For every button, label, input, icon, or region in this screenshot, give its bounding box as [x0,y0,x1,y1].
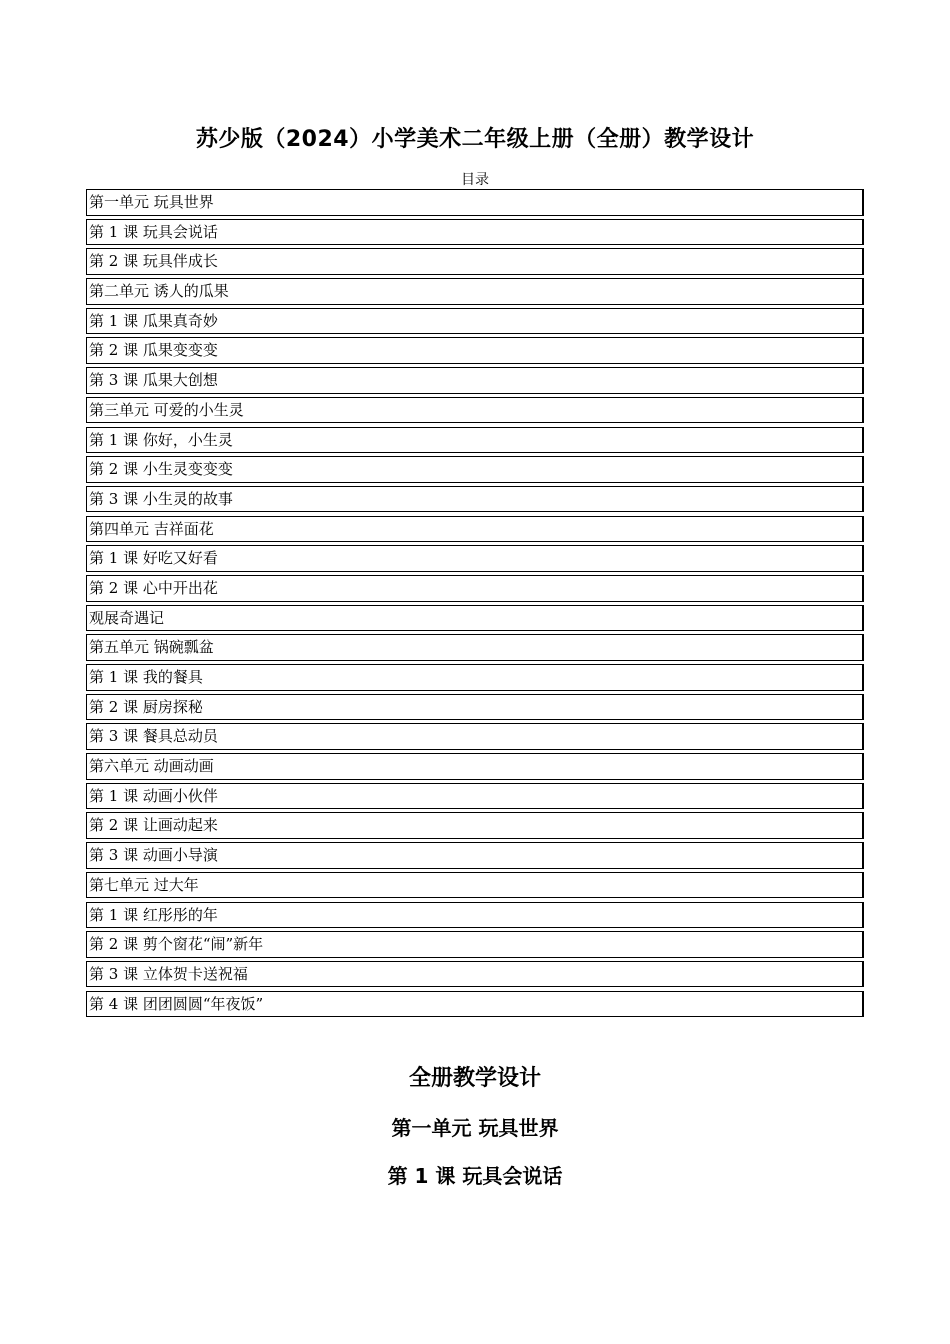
toc-entry[interactable]: 第 2 课 瓜果变变变 [86,337,864,364]
toc-entry[interactable]: 第二单元 诱人的瓜果 [86,278,864,305]
toc-entry[interactable]: 第四单元 吉祥面花 [86,516,864,543]
toc-entry[interactable]: 第 1 课 红彤彤的年 [86,902,864,929]
toc-entry[interactable]: 第 1 课 玩具会说话 [86,219,864,246]
toc-entry[interactable]: 第六单元 动画动画 [86,753,864,780]
unit-heading: 第一单元 玩具世界 [391,1116,559,1140]
toc-entry[interactable]: 第 3 课 瓜果大创想 [86,367,864,394]
toc-label: 目录 [461,172,489,188]
toc-entry[interactable]: 第 1 课 我的餐具 [86,664,864,691]
toc-entry[interactable]: 第 1 课 好吃又好看 [86,545,864,572]
toc-entry[interactable]: 第三单元 可爱的小生灵 [86,397,864,424]
toc-entry[interactable]: 观展奇遇记 [86,605,864,632]
toc-entry[interactable]: 第 1 课 瓜果真奇妙 [86,308,864,335]
document-title: 苏少版（2024）小学美术二年级上册（全册）教学设计 [195,127,755,152]
toc-entry[interactable]: 第 2 课 厨房探秘 [86,694,864,721]
toc-entry[interactable]: 第 3 课 小生灵的故事 [86,486,864,513]
table-of-contents [86,189,864,1020]
toc-entry[interactable]: 第 2 课 剪个窗花“闹”新年 [86,931,864,958]
toc-entry[interactable]: 第 2 课 玩具伴成长 [86,248,864,275]
toc-entry[interactable]: 第 1 课 动画小伙伴 [86,783,864,810]
toc-entry[interactable]: 第 3 课 动画小导演 [86,842,864,869]
toc-entry[interactable]: 第 3 课 餐具总动员 [86,723,864,750]
toc-entry[interactable]: 第 2 课 心中开出花 [86,575,864,602]
toc-entry[interactable]: 第 1 课 你好，小生灵 [86,427,864,454]
toc-entry[interactable]: 第 2 课 让画动起来 [86,812,864,839]
toc-entry[interactable]: 第 4 课 团团圆圆“年夜饭” [86,991,864,1018]
toc-entry[interactable]: 第五单元 锅碗瓢盆 [86,634,864,661]
toc-entry[interactable]: 第一单元 玩具世界 [86,189,864,216]
section-title: 全册教学设计 [408,1066,541,1091]
lesson-heading: 第 1 课 玩具会说话 [387,1164,563,1188]
toc-entry[interactable]: 第 3 课 立体贺卡送祝福 [86,961,864,988]
toc-entry[interactable]: 第 2 课 小生灵变变变 [86,456,864,483]
toc-entry[interactable]: 第七单元 过大年 [86,872,864,899]
